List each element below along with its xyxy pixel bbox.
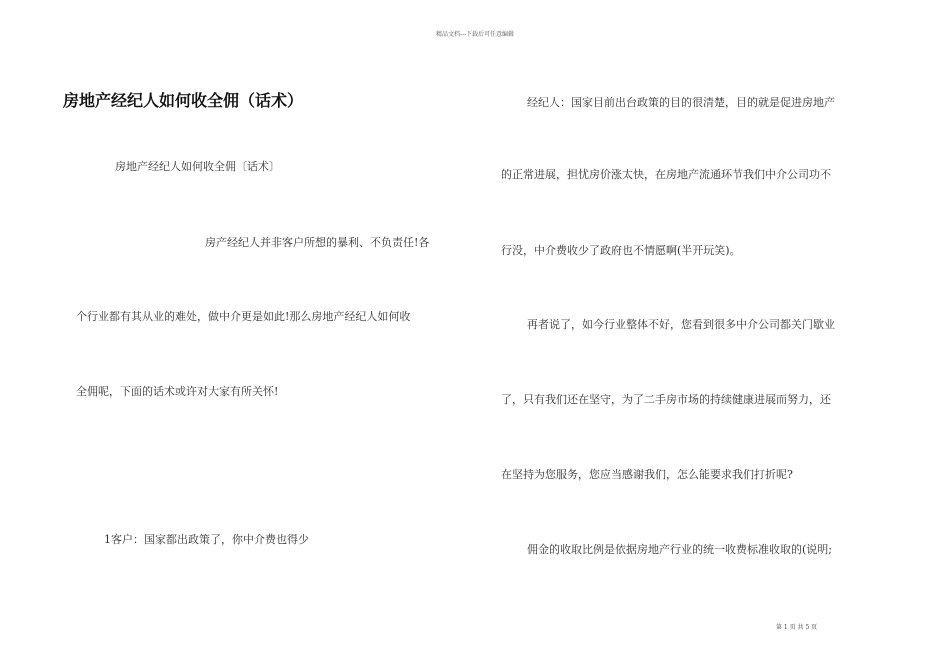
paragraph-line: 个行业都有其从业的难处，做中介更是如此!那么房地产经纪人如何收 bbox=[76, 310, 411, 323]
page-header-note: 精品文档---下载后可任意编辑 bbox=[435, 31, 515, 38]
paragraph-line: 全佣呢，下面的话术或许对大家有所关怀! bbox=[76, 385, 279, 398]
paragraph-line: 行没，中介费收少了政府也不情愿啊(半开玩笑)。 bbox=[501, 244, 741, 257]
paragraph-line: 经纪人：国家目前出台政策的目的很清楚，目的就是促进房地产 bbox=[527, 96, 835, 109]
page-number: 第 1 页 共 5 页 bbox=[776, 624, 818, 631]
paragraph-line: 佣金的收取比例是依据房地产行业的统一收费标准收取的(说明; bbox=[527, 543, 832, 556]
paragraph-line: 1客户：国家都出政策了，你中介费也得少 bbox=[104, 533, 309, 546]
paragraph-line: 了，只有我们还在坚守，为了二手房市场的持续健康进展而努力，还 bbox=[501, 393, 831, 406]
paragraph-line: 房地产经纪人如何收全佣〔话术〕 bbox=[115, 160, 280, 173]
paragraph-line: 再者说了，如今行业整体不好，您看到很多中介公司都关门歇业 bbox=[527, 318, 835, 331]
paragraph-line: 在坚持为您服务，您应当感谢我们，怎么能要求我们打折呢? bbox=[501, 468, 793, 481]
paragraph-line: 的正常进展，担忧房价涨太快，在房地产流通环节我们中介公司功不 bbox=[501, 168, 831, 181]
paragraph-line: 房产经纪人并非客户所想的暴利、不负责任!各 bbox=[205, 236, 430, 249]
document-title: 房地产经纪人如何收全佣（话术） bbox=[63, 91, 304, 110]
